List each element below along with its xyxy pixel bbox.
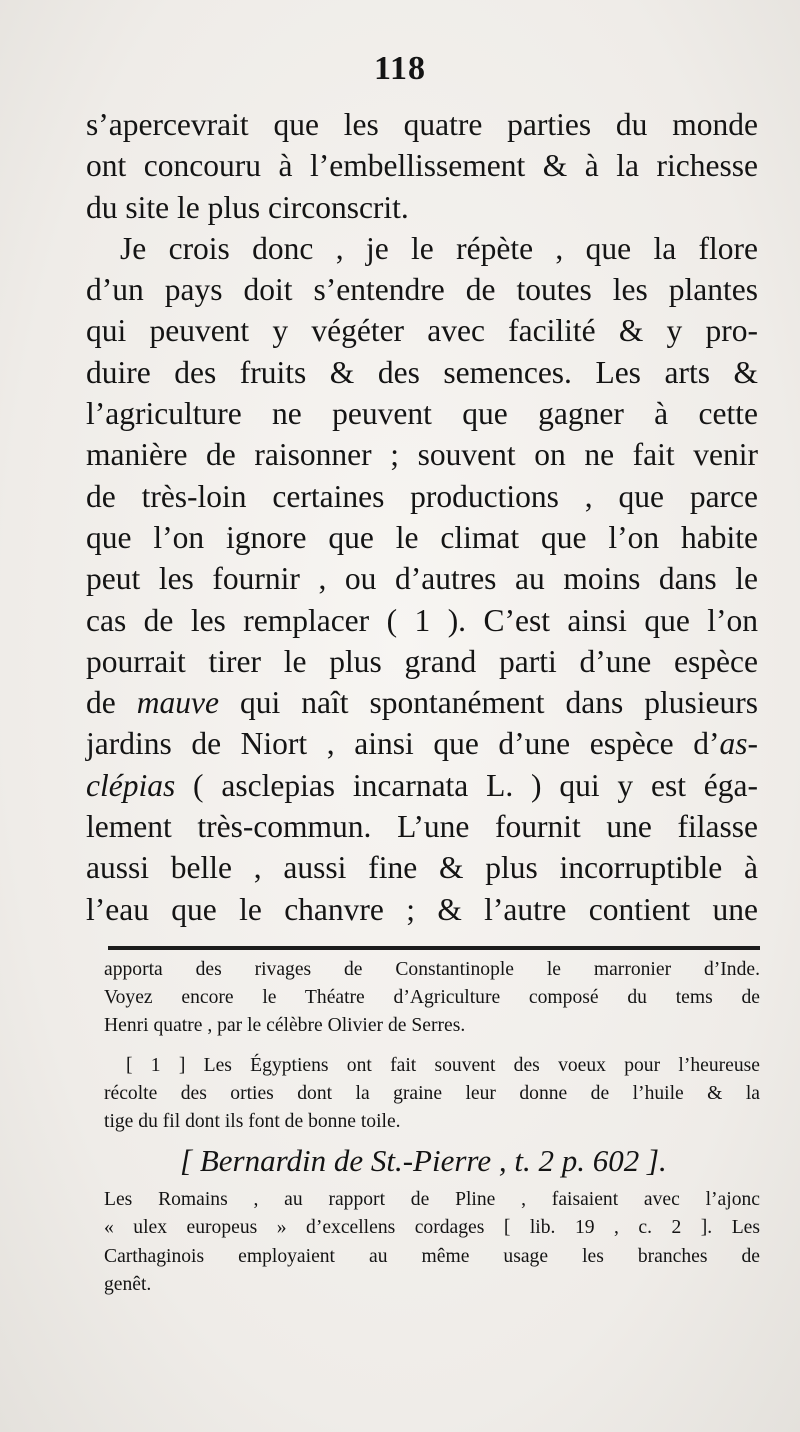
text-line: ont concouru à l’embellissement & à la richesse bbox=[86, 148, 758, 184]
text-line: Je crois donc , je le répète , que la flore bbox=[120, 230, 758, 266]
footnote-line: Les Romains , au rapport de Pline , faisaient avec l’ajonc bbox=[104, 1189, 760, 1211]
text-line: l’eau que le chanvre ; & l’autre contient une bbox=[86, 891, 758, 927]
text-line: d’un pays doit s’entendre de toutes les plantes bbox=[86, 272, 758, 308]
text-line: cas de les remplacer ( 1 ). C’est ainsi que l’on bbox=[86, 602, 758, 638]
text-line bbox=[86, 723, 758, 764]
footnote-line: apporta des rivages de Constantinople le marronier d’Inde. bbox=[104, 959, 760, 980]
text-line: duire des fruits & des semences. Les arts & bbox=[86, 354, 758, 390]
text-line: peut les fournir , ou d’autres au moins dans le bbox=[86, 561, 758, 597]
text-line: que l’on ignore que le climat que l’on habite bbox=[86, 519, 758, 555]
footnote-line: « ulex europeus » d’excellens cordages [ lib. 19 , c. 2 ]. Les bbox=[104, 1217, 760, 1239]
page-number: 118 bbox=[373, 50, 427, 87]
text-run: qui naît spontanément dans plusieurs bbox=[218, 685, 758, 721]
italic-word: as- bbox=[719, 726, 758, 762]
text-run: de bbox=[86, 685, 137, 721]
footnote-line: Carthaginois employaient au même usage les branches de bbox=[104, 1245, 760, 1267]
italic-word: clépias bbox=[86, 767, 176, 803]
text-line bbox=[86, 765, 758, 806]
text-line: qui peuvent y végéter avec facilité & y pro- bbox=[86, 313, 758, 349]
footnote-line: Henri quatre , par le célèbre Olivier de Serres. bbox=[104, 1015, 466, 1037]
text-line: s’apercevrait que les quatre parties du monde bbox=[86, 107, 758, 142]
italic-word: mauve bbox=[136, 685, 219, 721]
footnotes bbox=[104, 956, 760, 1299]
footnote-rule bbox=[108, 946, 760, 950]
text-line: l’agriculture ne peuvent que gagner à cette bbox=[86, 396, 758, 432]
footnote-line: Voyez encore le Théatre d’Agriculture composé du tems de bbox=[104, 987, 760, 1009]
text-line: du site le plus circonscrit. bbox=[86, 189, 409, 225]
text-line: manière de raisonner ; souvent on ne fait venir bbox=[86, 437, 758, 473]
text-line: aussi belle , aussi fine & plus incorruptible à bbox=[86, 850, 758, 886]
text-line bbox=[86, 682, 758, 723]
spacer bbox=[104, 1041, 760, 1052]
text-run: ( asclepias incarnata L. ) qui y est éga- bbox=[175, 767, 758, 803]
text-line: de très-loin certaines productions , que parce bbox=[86, 478, 758, 514]
text-line: pourrait tirer le plus grand parti d’une espèce bbox=[86, 643, 758, 679]
footnote-line: récolte des orties dont la graine leur donne de l’huile & la bbox=[104, 1082, 760, 1104]
text-run: jardins de Niort , ainsi que d’une espèce d’ bbox=[86, 726, 720, 762]
main-text bbox=[86, 104, 758, 930]
citation: [ Bernardin de St.-Pierre , t. 2 p. 602 ]. bbox=[180, 1143, 667, 1179]
footnote-line: [ 1 ] Les Égyptiens ont fait souvent des voeux pour l’heureuse bbox=[126, 1054, 760, 1076]
footnote-line: tige du fil dont ils font de bonne toile. bbox=[104, 1110, 401, 1132]
footnote-line: genêt. bbox=[104, 1273, 152, 1295]
text-line: lement très-commun. L’une fournit une filasse bbox=[86, 809, 758, 845]
